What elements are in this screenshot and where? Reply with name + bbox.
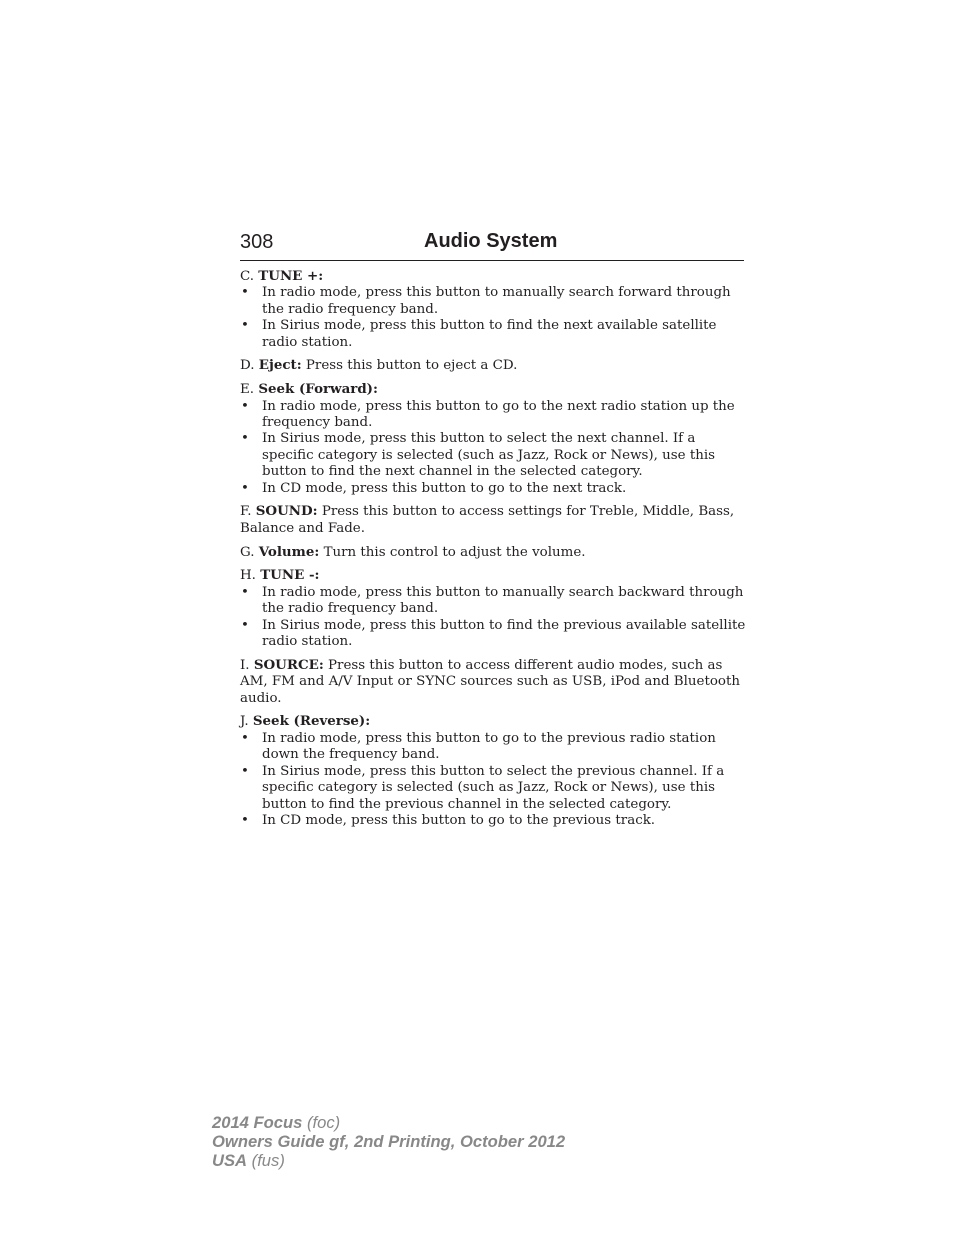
control-item (240, 503, 746, 537)
bullet-text: In radio mode, press this button to manually search forward through the radio frequency band. (262, 285, 731, 317)
control-label: TUNE +: (258, 268, 324, 284)
footer-line-edition (212, 1132, 565, 1151)
bullet-list (240, 731, 746, 829)
bullet-text: In radio mode, press this button to manually search backward through the radio frequency band. (262, 584, 744, 617)
control-letter: H. (240, 568, 256, 584)
page-footer (212, 1113, 565, 1170)
bullet-item (240, 431, 746, 480)
control-letter: E. (240, 382, 255, 398)
control-item-heading (240, 567, 746, 584)
control-label: Seek (Forward): (258, 381, 378, 398)
bullet-item (240, 285, 746, 318)
footer-market: USA (212, 1151, 248, 1170)
control-label: Seek (Reverse): (252, 713, 371, 730)
control-item-heading (240, 503, 746, 537)
footer-vehicle-code: (foc) (307, 1113, 341, 1132)
footer-edition: Owners Guide gf, 2nd Printing, October 2012 (212, 1132, 566, 1151)
bullet-icon: • (241, 730, 249, 746)
control-item (240, 544, 746, 561)
bullet-text: In CD mode, press this button to go to the previous track. (262, 812, 656, 828)
bullet-item (240, 585, 746, 618)
bullet-icon: • (241, 431, 249, 447)
bullet-list (240, 399, 746, 497)
bullet-icon: • (241, 584, 249, 600)
control-item (240, 381, 746, 497)
control-description: Press this button to access different audio modes, such as AM, FM and A/V Input or SYNC sources such as USB, iPod and Bluetooth audio. (240, 657, 740, 706)
control-item-heading (240, 357, 746, 374)
bullet-icon: • (241, 480, 249, 496)
page-title: Audio System (424, 230, 558, 252)
bullet-text: In Sirius mode, press this button to find the previous available satellite radio station. (262, 617, 746, 650)
control-label: Eject: (258, 357, 302, 374)
footer-market-code: (fus) (251, 1151, 285, 1170)
bullet-item (240, 618, 746, 651)
bullet-text: In radio mode, press this button to go to the previous radio station down the frequency band. (262, 730, 716, 763)
control-letter: J. (240, 714, 249, 730)
control-description: Press this button to eject a CD. (305, 358, 518, 374)
footer-line-market (212, 1151, 565, 1170)
control-description: Press this button to access settings for Treble, Middle, Bass, Balance and Fade. (240, 504, 735, 536)
bullet-list (240, 585, 746, 651)
control-item-heading (240, 544, 746, 561)
page-header (240, 228, 744, 261)
bullet-item (240, 764, 746, 813)
control-item-heading (240, 713, 746, 730)
control-letter: I. (240, 657, 250, 673)
control-letter: C. (240, 269, 255, 284)
control-item (240, 567, 746, 650)
control-item (240, 268, 746, 351)
bullet-text: In CD mode, press this button to go to the next track. (262, 480, 627, 496)
bullet-icon: • (241, 812, 249, 828)
bullet-text: In Sirius mode, press this button to select the next channel. If a specific category is selected (such as Jazz, Rock or News), use this button to find the next channel in the selected category. (262, 431, 715, 480)
bullet-icon: • (241, 285, 249, 301)
bullet-item (240, 399, 746, 432)
control-letter: D. (240, 358, 255, 374)
bullet-icon: • (241, 318, 249, 334)
control-item (240, 357, 746, 374)
control-letter: G. (240, 544, 255, 560)
control-item-heading (240, 268, 746, 285)
control-item-heading (240, 381, 746, 398)
bullet-item (240, 481, 746, 497)
bullet-text: In radio mode, press this button to go to the next radio station up the frequency band. (262, 398, 735, 431)
bullet-icon: • (241, 617, 249, 633)
control-label: Volume: (258, 543, 320, 560)
control-label: TUNE -: (260, 567, 320, 584)
footer-vehicle: 2014 Focus (212, 1113, 303, 1132)
control-item (240, 657, 746, 707)
bullet-icon: • (241, 763, 249, 779)
control-item-heading (240, 657, 746, 707)
control-label: SOUND: (255, 503, 318, 520)
control-description: Turn this control to adjust the volume. (323, 544, 586, 560)
control-item (240, 713, 746, 829)
bullet-icon: • (241, 398, 249, 414)
page-content (240, 268, 746, 836)
bullet-text: In Sirius mode, press this button to select the previous channel. If a specific category is selected (such as Jazz, Rock or News), use this button to find the previous channel in the selected category. (262, 763, 725, 812)
page-number: 308 (240, 231, 274, 253)
bullet-item (240, 318, 746, 351)
bullet-list (240, 285, 746, 351)
bullet-text: In Sirius mode, press this button to find the next available satellite radio station. (262, 318, 717, 350)
bullet-item (240, 813, 746, 829)
control-letter: F. (240, 504, 252, 520)
control-label: SOURCE: (253, 656, 324, 673)
footer-line-vehicle (212, 1113, 565, 1132)
bullet-item (240, 731, 746, 764)
